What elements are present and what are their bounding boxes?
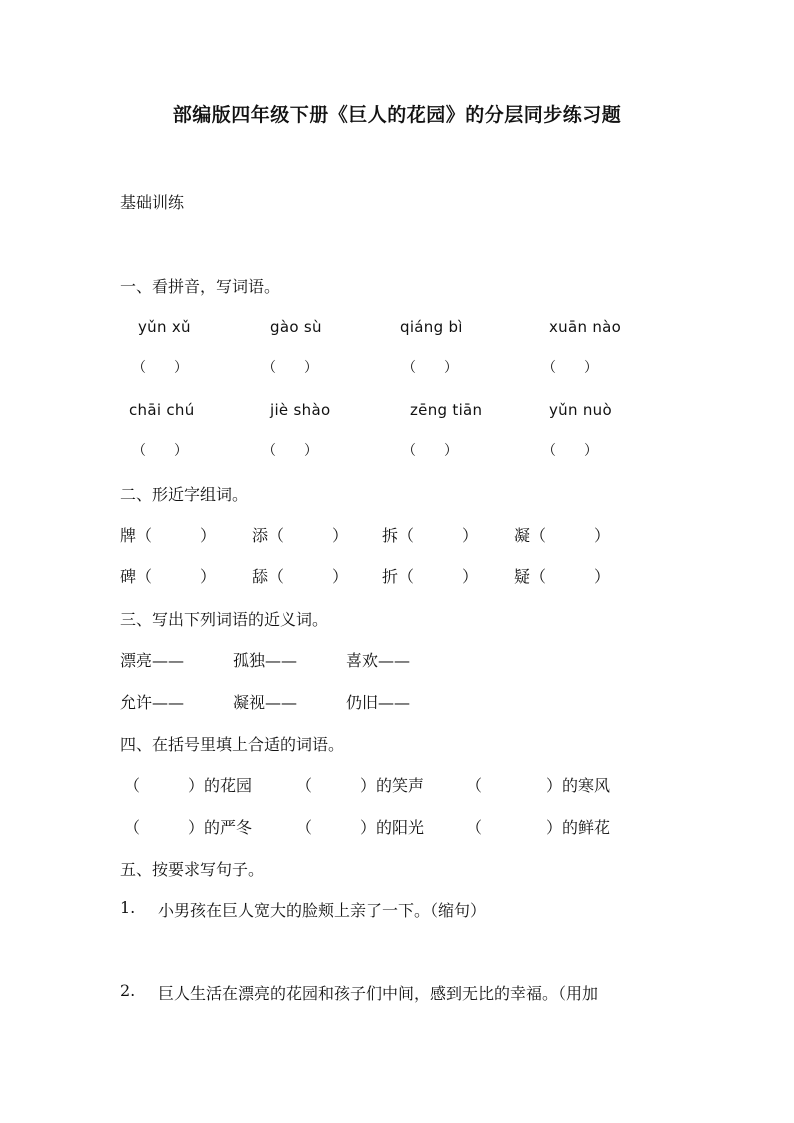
question-number: 2. <box>120 981 136 1000</box>
pinyin-1-4: xuān nào <box>549 318 622 336</box>
similar-char-item: 碑（ ） <box>120 567 217 586</box>
synonym-item: 允许—— <box>120 693 185 712</box>
answer-blank[interactable]: （ ） <box>132 360 188 376</box>
similar-char-item: 添（ ） <box>252 526 349 545</box>
synonym-item: 漂亮—— <box>120 651 185 670</box>
answer-blank[interactable]: （ ） <box>542 443 598 459</box>
question-number: 1. <box>120 898 136 917</box>
answer-blank[interactable]: （ ） <box>132 443 188 459</box>
answer-blank[interactable]: （ ） <box>402 360 458 376</box>
question-text: 巨人生活在漂亮的花园和孩子们中间，感到无比的幸福。（用加 <box>158 984 599 1003</box>
pinyin-1-1: yǔn xǔ <box>138 318 191 336</box>
fill-blank-item: （ ）的阳光 <box>296 818 425 837</box>
pinyin-1-3: qiáng bì <box>400 318 463 336</box>
synonym-item: 凝视—— <box>233 693 298 712</box>
synonym-item: 仍旧—— <box>346 693 411 712</box>
subtitle: 基础训练 <box>120 193 185 212</box>
section-3-heading: 三、写出下列词语的近义词。 <box>120 610 329 629</box>
similar-char-item: 拆（ ） <box>382 526 479 545</box>
answer-blank[interactable]: （ ） <box>542 360 598 376</box>
synonym-item: 喜欢—— <box>346 651 411 670</box>
similar-char-item: 折（ ） <box>382 567 479 586</box>
similar-char-item: 疑（ ） <box>514 567 611 586</box>
pinyin-2-3: zēng tiān <box>410 401 483 419</box>
fill-blank-item: （ ）的严冬 <box>124 818 253 837</box>
pinyin-2-4: yǔn nuò <box>549 401 612 419</box>
answer-blank[interactable]: （ ） <box>262 443 318 459</box>
similar-char-item: 牌（ ） <box>120 526 217 545</box>
fill-blank-item: （ ）的寒风 <box>466 776 611 795</box>
fill-blank-item: （ ）的花园 <box>124 776 253 795</box>
synonym-item: 孤独—— <box>233 651 298 670</box>
fill-blank-item: （ ）的笑声 <box>296 776 425 795</box>
section-4-heading: 四、在括号里填上合适的词语。 <box>120 735 345 754</box>
pinyin-1-2: gào sù <box>270 318 322 336</box>
pinyin-2-2: jiè shào <box>270 401 331 419</box>
question-text: 小男孩在巨人宽大的脸颊上亲了一下。（缩句） <box>158 901 487 920</box>
similar-char-item: 舔（ ） <box>252 567 349 586</box>
answer-blank[interactable]: （ ） <box>402 443 458 459</box>
fill-blank-item: （ ）的鲜花 <box>466 818 611 837</box>
similar-char-item: 凝（ ） <box>514 526 611 545</box>
pinyin-2-1: chāi chú <box>129 401 195 419</box>
section-1-heading: 一、看拼音，写词语。 <box>120 277 281 296</box>
page-title: 部编版四年级下册《巨人的花园》的分层同步练习题 <box>172 104 622 126</box>
section-5-heading: 五、按要求写句子。 <box>120 860 265 879</box>
answer-blank[interactable]: （ ） <box>262 360 318 376</box>
section-2-heading: 二、形近字组词。 <box>120 485 249 504</box>
